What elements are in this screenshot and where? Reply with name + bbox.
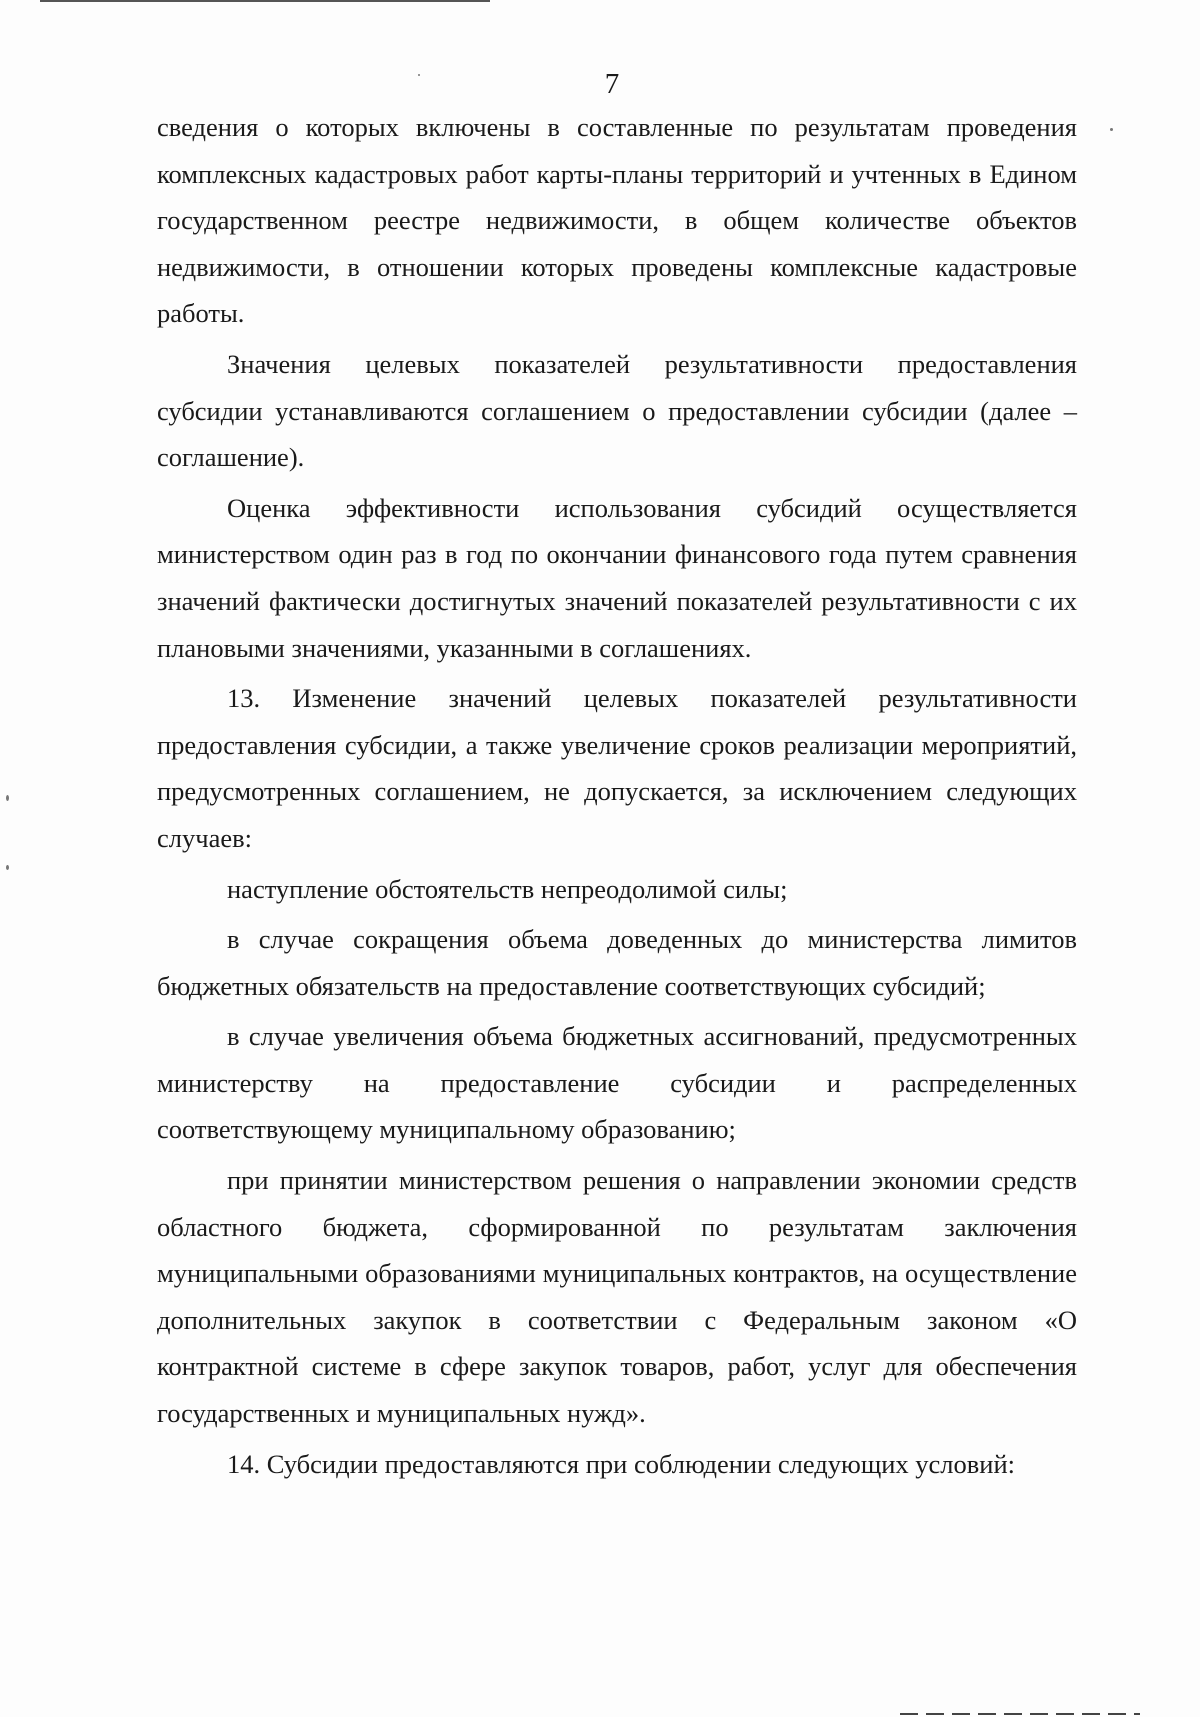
scan-edge-top <box>40 0 490 2</box>
paragraph: сведения о которых включены в составленные по результатам проведения комплексных кадастровых работ карты-планы территорий и учтенных в Едином государственном реестре недвижимости, в общем количестве объектов недвижимости, в отношении которых проведены комплексные кадастровые работы. <box>157 112 1077 329</box>
paragraph: 13. Изменение значений целевых показателей результативности предоставления субсидии, а также увеличение сроков реализации мероприятий, предусмотренных соглашением, не допускается, за исключением следующих случаев: <box>157 683 1077 853</box>
scan-speck <box>1110 128 1113 131</box>
scan-edge-bottom <box>900 1713 1140 1715</box>
paragraph: Оценка эффективности использования субсидий осуществляется министерством один раз в год по окончании финансового года путем сравнения значений фактически достигнутых значений показателей результативности с их плановыми значениями, указанными в соглашениях. <box>157 492 1077 663</box>
paragraph: в случае увеличения объема бюджетных ассигнований, предусмотренных министерству на предоставление субсидии и распределенных соответствующему муниципальному образованию; <box>157 1021 1077 1145</box>
body-text <box>157 104 1077 1487</box>
paragraph: Значения целевых показателей результативности предоставления субсидии устанавливаются соглашением о предоставлении субсидии (далее – соглашение). <box>157 348 1077 473</box>
paragraph: в случае сокращения объема доведенных до министерства лимитов бюджетных обязательств на предоставление соответствующих субсидий; <box>157 924 1077 1001</box>
paragraph: при принятии министерством решения о направлении экономии средств областного бюджета, сформированной по результатам заключения муниципальными образованиями муниципальных контрактов, на осуществление дополнительных закупок в соответствии с Федеральным законом «О контрактной системе в сфере закупок товаров, работ, услуг для обеспечения государственных и муниципальных нужд». <box>157 1165 1077 1429</box>
scan-speck <box>6 795 9 801</box>
scan-speck <box>6 865 9 870</box>
page-number: 7 <box>604 68 620 100</box>
paragraph: 14. Субсидии предоставляются при соблюдении следующих условий: <box>227 1448 1016 1479</box>
paragraph: наступление обстоятельств непреодолимой силы; <box>227 873 788 904</box>
